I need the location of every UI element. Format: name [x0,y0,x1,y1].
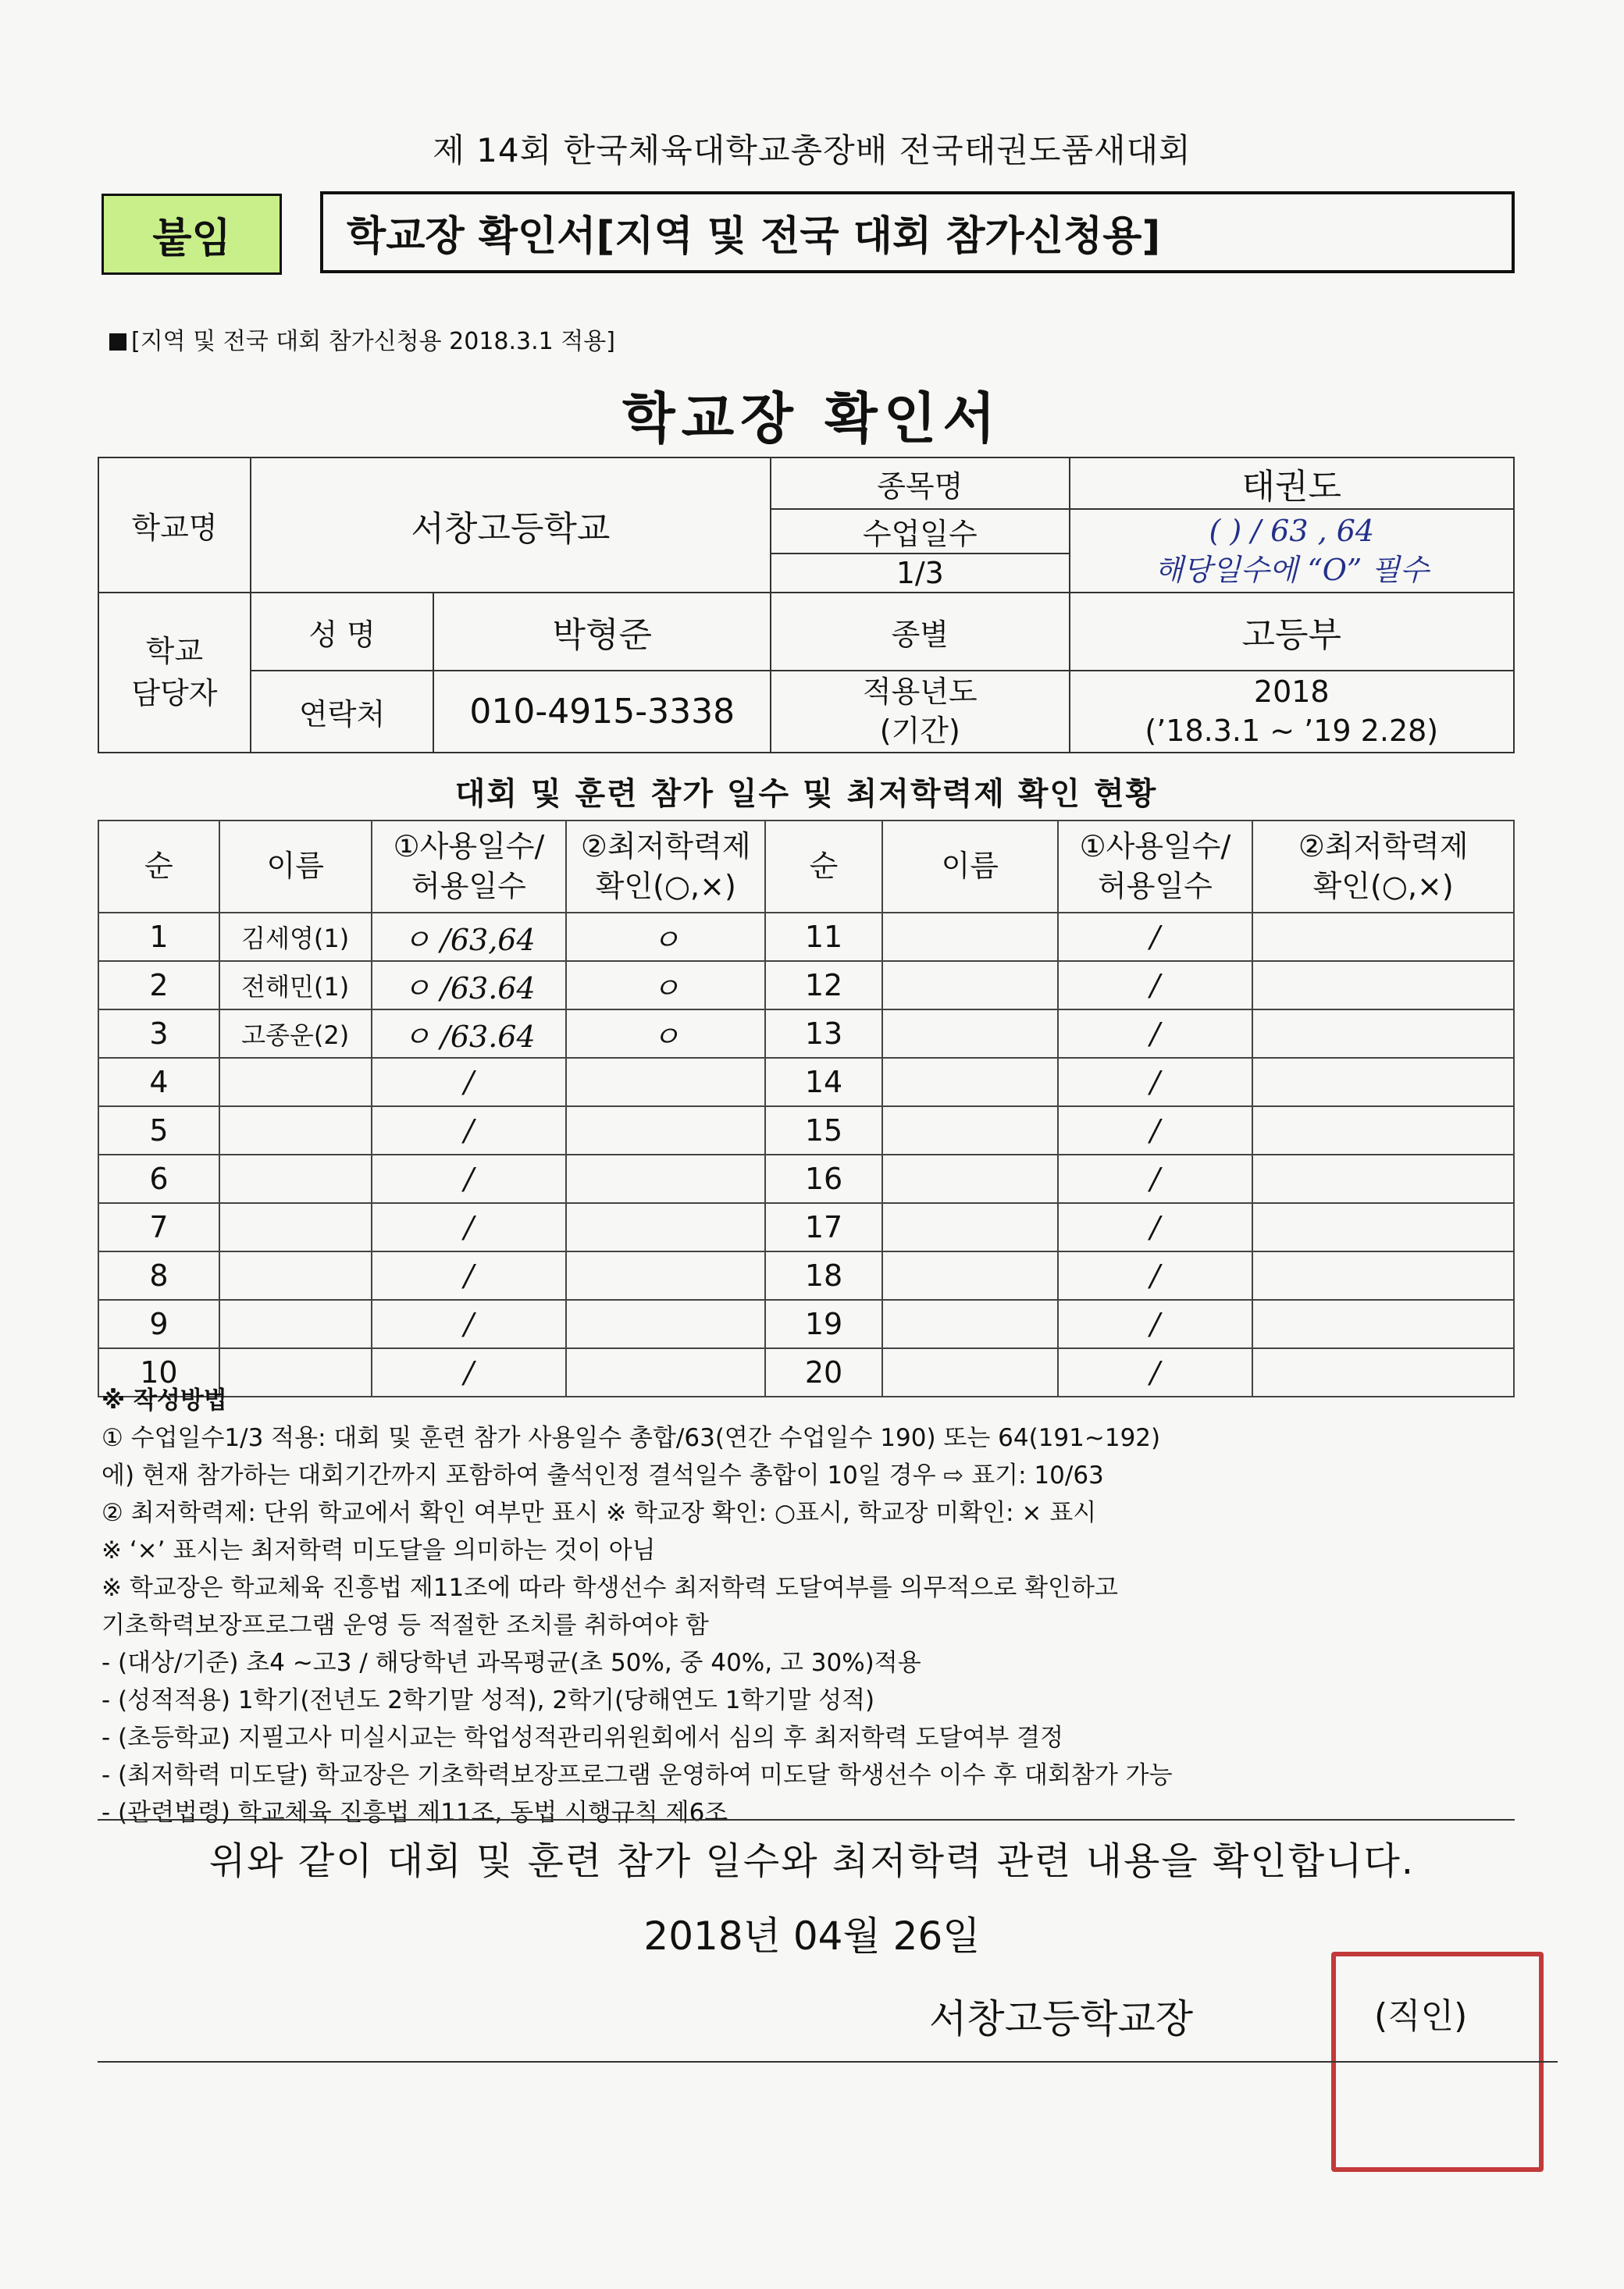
table-row [98,913,1514,961]
row-check [1252,1058,1514,1106]
table-row [98,1155,1514,1203]
row-name [219,1203,372,1251]
header-min-line2: 확인(○,×) [595,869,736,903]
row-name [882,1251,1058,1300]
row-days: / [1058,1251,1253,1300]
row-days: / [372,1058,567,1106]
bottom-rule [98,2061,1558,2063]
row-days: / [372,1300,567,1348]
seal-label: (직인) [1374,1996,1468,2036]
row-check: ㅇ [566,1009,765,1058]
header-no-right: 순 [765,821,882,913]
school-label: 학교명 [98,457,251,593]
row-check [566,1058,765,1106]
phone-label: 연락처 [251,671,434,753]
section-title: 대회 및 훈련 참가 일수 및 최저학력제 확인 현황 [454,776,1158,812]
row-name [882,1203,1058,1251]
note-line: ※ ‘×’ 표시는 최저학력 미도달을 의미하는 것이 아님 [102,1536,656,1565]
name-label: 성 명 [251,593,434,671]
issue-date: 2018년 04월 26일 [643,1913,981,1959]
document-title: 학교장 확인서 [621,386,1003,450]
header-name: 이름 [219,821,372,913]
row-days: / [1058,1203,1253,1251]
contact-label [98,593,251,753]
row-check [1252,1251,1514,1300]
row-no: 19 [765,1300,882,1348]
note-line: - (대상/기준) 초4 ~고3 / 해당학년 과목평균(초 50%, 중 40%, 고 30%)적용 [102,1649,921,1677]
row-days: / [1058,1300,1253,1348]
year-label-line2: (기간) [879,713,960,748]
header-days-line2: 허용일수 [411,869,526,903]
table-row [98,1106,1514,1155]
row-no: 20 [765,1348,882,1397]
year-label-line1: 적용년도 [862,675,978,710]
header-days-right-line1: ①사용일수/ [1079,828,1231,863]
contact-label-line1: 학교 [145,634,204,669]
notes [102,1382,1530,1832]
header-no: 순 [98,821,219,913]
row-name: 고종운(2) [219,1009,372,1058]
header-title: 학교장 확인서[지역 및 전국 대회 참가신청용] [320,191,1515,273]
applies-note [109,322,615,356]
days-fraction: 1/3 [771,554,1070,593]
row-no: 2 [98,961,219,1009]
row-days: ㅇ /63,64 [372,913,567,961]
header-name-right: 이름 [882,821,1058,913]
row-days: / [1058,913,1253,961]
row-check [1252,1203,1514,1251]
row-name [882,913,1058,961]
roster-header-row [98,821,1514,913]
note-line: - (초등학교) 지필고사 미실시교는 학업성적관리위원회에서 심의 후 최저학력 도달여부 결정 [102,1724,1064,1752]
row-days: / [372,1203,567,1251]
row-no: 15 [765,1106,882,1155]
header-days [372,821,567,913]
applies-note-text: [지역 및 전국 대회 참가신청용 2018.3.1 적용] [131,328,615,355]
row-name [219,1106,372,1155]
header-min-line1: ②최저학력제 [580,828,751,863]
phone-value: 010-4915-3338 [433,671,771,753]
row-no: 7 [98,1203,219,1251]
row-check [1252,1300,1514,1348]
days-note: 해당일수에 “O” 필수 [1154,552,1429,587]
table-row [98,1300,1514,1348]
note-line: - (최저학력 미도달) 학교장은 기초학력보장프로그램 운영하여 미도달 학생선수 이수 후 대회참가 가능 [102,1761,1173,1789]
name-value: 박형준 [433,593,771,671]
confirmation-text: 위와 같이 대회 및 훈련 참가 일수와 최저학력 관련 내용을 확인합니다. [208,1839,1416,1883]
row-no: 4 [98,1058,219,1106]
header-days-line1: ①사용일수/ [393,828,545,863]
row-days: / [1058,1058,1253,1106]
year-value-line1: 2018 [1253,675,1330,710]
row-no: 14 [765,1058,882,1106]
row-days: / [372,1155,567,1203]
row-days: / [372,1348,567,1397]
notes-heading: ※ 작성방법 [102,1387,227,1415]
row-check [1252,913,1514,961]
row-no: 18 [765,1251,882,1300]
row-check: ㅇ [566,913,765,961]
row-no: 10 [98,1348,219,1397]
principal-signature: 서창고등학교장 [929,1996,1194,2042]
days-value: ( ) / 63 , 64 [1209,514,1375,549]
row-name [219,1155,372,1203]
row-name: 김세영(1) [219,913,372,961]
note-line: ※ 학교장은 학교체육 진흥법 제11조에 따라 학생선수 최저학력 도달여부를 의무적으로 확인하고 [102,1574,1118,1602]
row-name [219,1058,372,1106]
row-no: 9 [98,1300,219,1348]
table-row [98,1058,1514,1106]
roster-table [98,820,1515,1397]
table-row [98,1009,1514,1058]
table-row [98,1251,1514,1300]
division-value: 고등부 [1070,593,1514,671]
note-line: ① 수업일수1/3 적용: 대회 및 훈련 참가 사용일수 총합/63(연간 수업일수 190) 또는 64(191~192) [102,1424,1161,1452]
row-name: 전해민(1) [219,961,372,1009]
info-table [98,457,1515,753]
row-days: / [1058,1155,1253,1203]
row-no: 11 [765,913,882,961]
row-name [882,1106,1058,1155]
row-no: 6 [98,1155,219,1203]
row-no: 17 [765,1203,882,1251]
row-name [882,1058,1058,1106]
row-days: / [1058,1106,1253,1155]
sport-label: 종목명 [771,457,1070,509]
days-label: 수업일수 [771,509,1070,554]
row-days: / [372,1251,567,1300]
row-no: 1 [98,913,219,961]
table-row [98,961,1514,1009]
row-check [1252,1155,1514,1203]
row-days: / [372,1106,567,1155]
row-check [566,1251,765,1300]
row-no: 8 [98,1251,219,1300]
row-days: ㅇ /63.64 [372,1009,567,1058]
row-no: 12 [765,961,882,1009]
row-name [882,1009,1058,1058]
school-value: 서창고등학교 [251,457,771,593]
row-no: 3 [98,1009,219,1058]
header-min-right-line2: 확인(○,×) [1312,869,1454,903]
row-no: 5 [98,1106,219,1155]
row-name [882,1300,1058,1348]
note-line: 에) 현재 참가하는 대회기간까지 포함하여 출석인정 결석일수 총합이 10일 경우 ⇨ 표기: 10/63 [102,1461,1104,1490]
row-days: / [1058,961,1253,1009]
row-name [219,1300,372,1348]
row-check [1252,1009,1514,1058]
year-range: (’18.3.1 ~ ’19 2.28) [1145,713,1439,748]
row-name [882,1155,1058,1203]
header-days-right-line2: 허용일수 [1098,869,1213,903]
note-line: 기초학력보장프로그램 운영 등 적절한 조치를 취하여야 함 [102,1611,709,1639]
sport-value: 태권도 [1070,457,1514,509]
row-days: / [1058,1009,1253,1058]
table-row [98,1203,1514,1251]
row-no: 13 [765,1009,882,1058]
header-min-right-line1: ②최저학력제 [1298,828,1469,863]
row-days: ㅇ /63.64 [372,961,567,1009]
contact-label-line2: 담당자 [131,675,218,710]
attachment-badge: 붙임 [102,194,282,275]
note-line: - (성적적용) 1학기(전년도 2학기말 성적), 2학기(당해연도 1학기말 성적) [102,1686,875,1714]
row-check [566,1106,765,1155]
year-value [1070,671,1514,753]
note-line: ② 최저학력제: 단위 학교에서 확인 여부만 표시 ※ 학교장 확인: ○표시, 학교장 미확인: × 표시 [102,1499,1097,1527]
row-days: / [1058,1348,1253,1397]
row-check: ㅇ [566,961,765,1009]
row-check [566,1300,765,1348]
notes-divider [98,1819,1515,1821]
division-label: 종별 [771,593,1070,671]
days-cell [1070,509,1514,593]
row-check [1252,961,1514,1009]
header-min-right [1252,821,1514,913]
header-days-right [1058,821,1253,913]
square-bullet-icon [109,333,126,351]
row-name [882,961,1058,1009]
row-check [566,1155,765,1203]
row-check [566,1203,765,1251]
row-no: 16 [765,1155,882,1203]
note-line: - (관련법령) 학교체육 진흥법 제11조, 동법 시행규칙 제6조 [102,1799,728,1827]
header-min [566,821,765,913]
row-check [1252,1106,1514,1155]
row-name [219,1251,372,1300]
year-label [771,671,1070,753]
event-title: 제 14회 한국체육대학교총장배 전국태권도품새대회 [433,131,1191,169]
